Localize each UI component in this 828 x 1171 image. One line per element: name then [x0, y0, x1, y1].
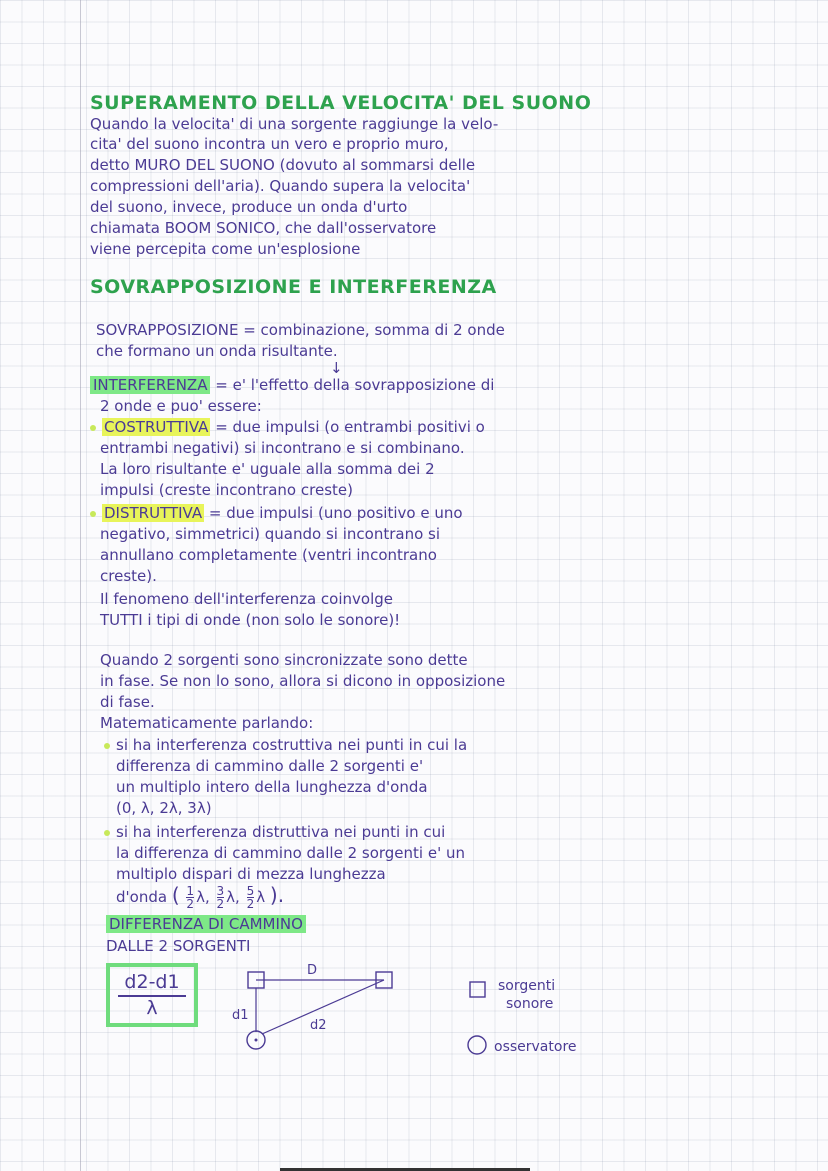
destructive-condition: la differenza di cammino dalle 2 sorgenti e' un — [116, 844, 465, 862]
fraction-three-halves: $\frac{3}{2}$ — [216, 884, 225, 911]
legend-observer-label: osservatore — [494, 1039, 577, 1055]
paragraph-line: cita' del suono incontra un vero e proprio muro, — [90, 135, 449, 153]
bullet-dot — [90, 511, 96, 517]
constructive-definition: entrambi negativi) si incontrano e si combinano. — [100, 439, 465, 457]
constructive-condition: (0, λ, 2λ, 3λ) — [116, 799, 212, 817]
interference-definition: INTERFERENZA = e' l'effetto della sovrapposizione di — [90, 375, 494, 395]
phase-line: Quando 2 sorgenti sono sincronizzate sono dette — [100, 651, 468, 669]
constructive-condition: differenza di cammino dalle 2 sorgenti e' — [116, 757, 424, 775]
destructive-condition: si ha interferenza distruttiva nei punti in cui — [104, 822, 445, 842]
bullet-dot — [104, 830, 110, 836]
legend-square-icon — [468, 980, 488, 1000]
section-title-sound-barrier: SUPERAMENTO DELLA VELOCITA' DEL SUONO — [90, 92, 592, 114]
label-D: D — [307, 963, 318, 978]
bullet-dot — [104, 743, 110, 749]
constructive-condition: un multiplo intero della lunghezza d'onda — [116, 778, 428, 796]
down-arrow-icon: ↓ — [330, 359, 343, 377]
path-difference-title: DIFFERENZA DI CAMMINO — [106, 914, 306, 934]
sources-observer-diagram — [230, 960, 410, 1060]
paragraph-line: chiamata BOOM SONICO, che dall'osservatore — [90, 219, 437, 237]
label-d2: d2 — [310, 1018, 327, 1033]
label-d1: d1 — [232, 1008, 249, 1023]
legend-sources-label: sonore — [506, 996, 554, 1012]
section-title-superposition: SOVRAPPOSIZIONE E INTERFERENZA — [90, 276, 497, 298]
paragraph-line: viene percepita come un'esplosione — [90, 240, 361, 258]
constructive-highlight: COSTRUTTIVA — [104, 418, 209, 436]
formula-numerator: d2-d1 — [118, 971, 186, 997]
legend-circle-icon — [466, 1034, 490, 1058]
legend-sources-label: sorgenti — [498, 978, 556, 994]
destructive-definition: DISTRUTTIVA = due impulsi (uno positivo e uno — [90, 503, 463, 523]
fraction-one-half: $\frac{1}{2}$ — [186, 884, 195, 911]
page-margin-line — [80, 0, 81, 1171]
paragraph-line: del suono, invece, produce un onda d'urto — [90, 198, 408, 216]
observer-dot — [255, 1039, 258, 1042]
constructive-definition: La loro risultante e' uguale alla somma dei 2 — [100, 460, 435, 478]
paragraph-line: detto MURO DEL SUONO (dovuto al sommarsi delle — [90, 156, 476, 174]
fraction-five-halves: $\frac{5}{2}$ — [246, 884, 255, 911]
formula-denominator: λ — [146, 997, 158, 1019]
note-line: TUTTI i tipi di onde (non solo le sonore)! — [100, 611, 401, 629]
paragraph-line: compressioni dell'aria). Quando supera la velocita' — [90, 177, 471, 195]
paragraph-line: Quando la velocita' di una sorgente raggiunge la velo- — [90, 115, 499, 133]
math-intro: Matematicamente parlando: — [100, 714, 314, 732]
path-difference-subtitle: DALLE 2 SORGENTI — [106, 937, 251, 955]
constructive-condition: si ha interferenza costruttiva nei punti in cui la — [104, 735, 467, 755]
destructive-definition: creste). — [100, 567, 157, 585]
note-line: Il fenomeno dell'interferenza coinvolge — [100, 590, 393, 608]
destructive-highlight: DISTRUTTIVA — [104, 504, 203, 522]
interference-definition: 2 onde e puo' essere: — [100, 397, 262, 415]
constructive-definition: impulsi (creste incontrano creste) — [100, 481, 353, 499]
bullet-dot — [90, 425, 96, 431]
destructive-definition: negativo, simmetrici) quando si incontrano si — [100, 525, 440, 543]
superposition-definition: che formano un onda risultante. — [96, 342, 338, 360]
destructive-definition: annullano completamente (ventri incontrano — [100, 546, 437, 564]
path-difference-formula-box — [106, 963, 198, 1027]
superposition-definition: SOVRAPPOSIZIONE = combinazione, somma di 2 onde — [96, 321, 505, 339]
destructive-condition: multiplo dispari di mezza lunghezza — [116, 865, 386, 883]
destructive-condition: d'onda ( $\frac{1}{2}$ λ, $\frac{3}{2}$ λ, $\frac{5}{2}$ λ ). — [116, 883, 285, 911]
constructive-definition: COSTRUTTIVA = due impulsi (o entrambi positivi o — [90, 417, 485, 437]
phase-line: in fase. Se non lo sono, allora si dicono in opposizione — [100, 672, 506, 690]
interference-highlight: INTERFERENZA — [90, 376, 210, 394]
phase-line: di fase. — [100, 693, 155, 711]
